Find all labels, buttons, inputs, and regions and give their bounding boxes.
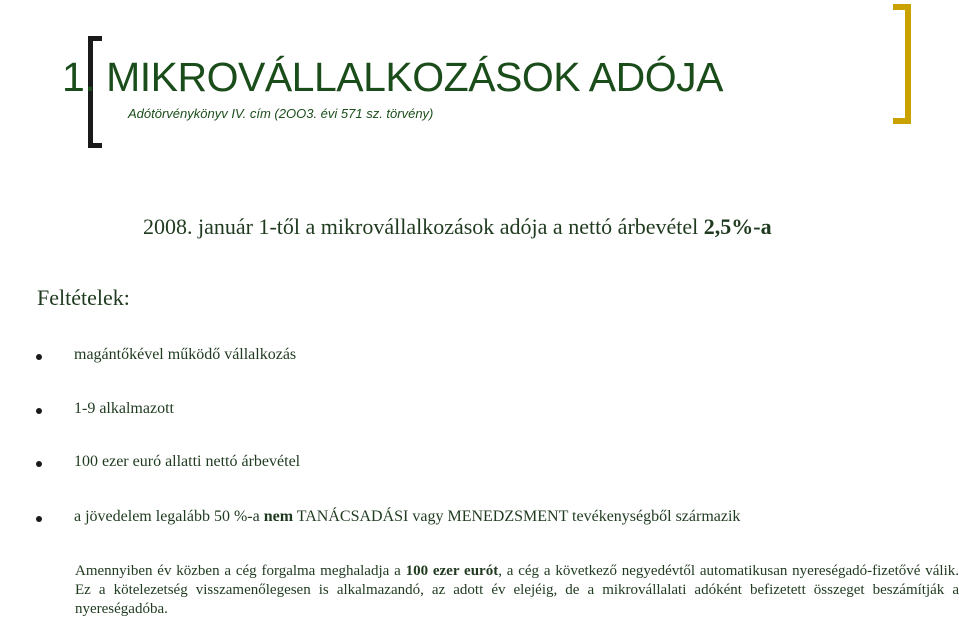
- condition-text: [74, 508, 740, 526]
- footnote-threshold: 100 ezer eurót: [405, 563, 499, 579]
- footnote-paragraph: [75, 562, 959, 619]
- conditions-heading: Feltételek:: [37, 285, 130, 310]
- bullet-icon: [36, 461, 42, 467]
- bullet-icon: [36, 354, 42, 360]
- tax-rate: 2,5%-a: [703, 214, 772, 239]
- right-bracket-decoration: [893, 4, 911, 124]
- bullet-icon: [36, 408, 42, 414]
- condition-text: magántőkével működő vállalkozás: [74, 346, 297, 363]
- slide-subtitle: Adótörvénykönyv IV. cím (2OO3. évi 571 sz. törvény): [128, 106, 434, 121]
- condition-text-post: TANÁCSADÁSI vagy MENEDZSMENT tevékenységből származik: [293, 508, 741, 525]
- condition-text: 100 ezer euró allatti nettó árbevétel: [74, 453, 301, 470]
- condition-text-pre: a jövedelem legalább 50 %-a: [74, 508, 264, 525]
- condition-text: 1-9 alkalmazott: [74, 400, 174, 417]
- condition-text-bold: nem: [263, 508, 294, 525]
- footnote-text-1: Amennyiben év közben a cég forgalma meghaladja a: [75, 563, 406, 579]
- intro-statement: [143, 214, 772, 240]
- intro-text: 2008. január 1-től a mikrovállalkozások adója a nettó árbevétel: [143, 214, 704, 239]
- bullet-icon: [36, 516, 42, 522]
- footnote-text-2: , a cég a következő negyedévtől automatikusan nyereségadó-fizetővé válik. Ez a kötelezetség visszamenőlegesen is alkalmazandó, az adott év elejéig, de a mikrovállalati adóként befizetett összeget beszámítják a nyereségadóba.: [75, 563, 959, 617]
- slide-title: 1. MIKROVÁLLALKOZÁSOK ADÓJA: [62, 54, 723, 100]
